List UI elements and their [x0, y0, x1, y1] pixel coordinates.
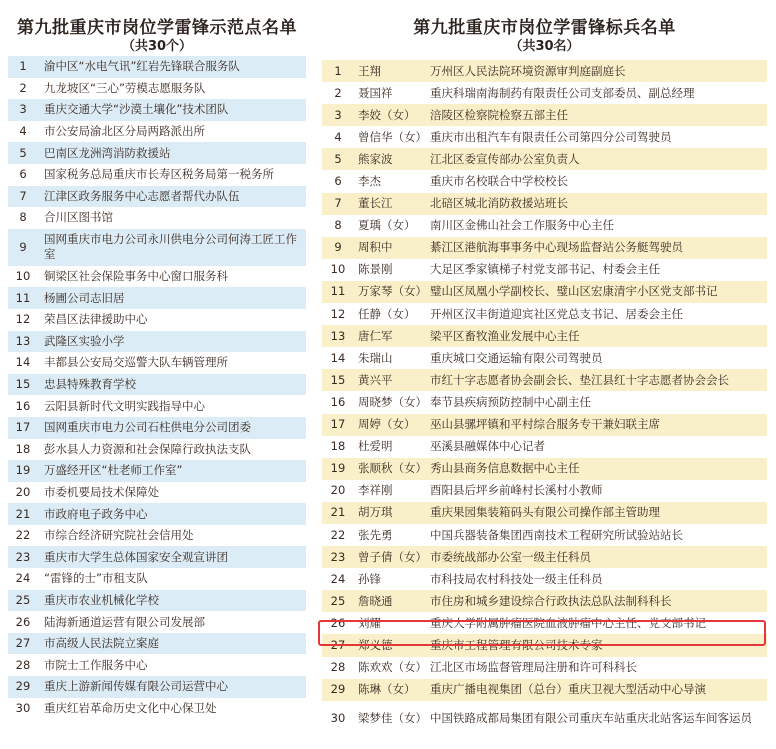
- list-item: [8, 568, 306, 590]
- left-heading: [8, 0, 306, 56]
- item-unit: 彭水县人力资源和社会保障行政执法支队: [44, 441, 251, 456]
- item-name: 孙锋: [358, 571, 381, 586]
- item-unit: 巴南区龙洲湾消防救援站: [44, 145, 171, 160]
- list-item: [322, 193, 767, 215]
- list-item: [8, 374, 306, 396]
- item-number: 2: [19, 80, 27, 95]
- item-number: 2: [334, 85, 342, 100]
- item-number: 3: [19, 102, 27, 117]
- list-item: [8, 121, 306, 143]
- item-unit: 江北区市场监督管理局注册和许可科科长: [430, 660, 637, 675]
- item-unit: 酉阳县后坪乡前峰村长溪村小教师: [430, 483, 603, 498]
- item-name: 黄兴平: [358, 372, 393, 387]
- item-name: 张顺秋（女）: [358, 461, 427, 476]
- item-number: 26: [330, 615, 346, 630]
- item-unit: 武隆区实验小学: [44, 333, 125, 348]
- item-unit: 重庆市名校联合中学校校长: [430, 174, 568, 189]
- item-number: 7: [334, 196, 342, 211]
- item-name: 唐仁军: [358, 328, 393, 343]
- list-item: [322, 60, 767, 82]
- item-unit: 市院士工作服务中心: [44, 657, 148, 672]
- item-number: 13: [15, 333, 31, 348]
- list-item: [322, 347, 767, 369]
- item-number: 22: [15, 528, 31, 543]
- item-unit: 万盛经开区“杜老师工作室”: [44, 463, 183, 478]
- item-number: 15: [330, 372, 346, 387]
- item-number: 4: [334, 129, 342, 144]
- item-name: 曾信华（女）: [358, 129, 427, 144]
- item-name: 李姣（女）: [358, 107, 416, 122]
- highlight-box: [318, 620, 766, 646]
- item-name: 任静（女）: [358, 306, 416, 321]
- list-item: [8, 611, 306, 633]
- item-number: 24: [15, 571, 31, 586]
- item-number: 1: [334, 63, 342, 78]
- list-item: [322, 303, 767, 325]
- item-unit: 市红十字志愿者协会副会长、垫江县红十字志愿者协会会长: [430, 372, 729, 387]
- list-item: [8, 229, 306, 266]
- item-unit: 重庆果园集装箱码头有限公司操作部主管助理: [430, 505, 660, 520]
- item-unit: 国网重庆市电力公司石柱供电分公司团委: [44, 420, 251, 435]
- item-number: 18: [15, 441, 31, 456]
- item-number: 4: [19, 124, 27, 139]
- item-name: 夏瑀（女）: [358, 218, 416, 233]
- list-item: [322, 414, 767, 436]
- list-item: [8, 546, 306, 568]
- item-unit: 市科技局农村科技处一级主任科员: [430, 571, 603, 586]
- item-unit: “雷锋的士”市租支队: [44, 571, 148, 586]
- list-item: [322, 325, 767, 347]
- item-name: 梁梦佳（女）: [358, 711, 427, 726]
- item-number: 13: [330, 328, 346, 343]
- item-unit: 市政府电子政务中心: [44, 506, 148, 521]
- item-name: 周积中: [358, 240, 393, 255]
- list-item: [322, 104, 767, 126]
- list-item: [8, 654, 306, 676]
- item-number: 21: [330, 505, 346, 520]
- list-item: [322, 369, 767, 391]
- item-number: 16: [330, 394, 346, 409]
- item-unit: 九龙坡区“三心”劳模志愿服务队: [44, 80, 206, 95]
- item-name: 詹晓通: [358, 593, 393, 608]
- item-name: 董长江: [358, 196, 393, 211]
- item-unit: 忠县特殊教育学校: [44, 377, 136, 392]
- item-number: 27: [15, 636, 31, 651]
- item-number: 9: [334, 240, 342, 255]
- item-name: 郑义德: [358, 637, 393, 652]
- item-unit: 市委机要局技术保障处: [44, 484, 159, 499]
- item-unit: 重庆市出租汽车有限责任公司第四分公司驾驶员: [430, 129, 672, 144]
- list-item: [322, 391, 767, 413]
- item-number: 29: [330, 682, 346, 697]
- list-item: [8, 395, 306, 417]
- item-number: 9: [19, 239, 27, 254]
- item-name: 熊家波: [358, 151, 393, 166]
- item-number: 12: [15, 312, 31, 327]
- list-item: [8, 331, 306, 353]
- item-number: 6: [19, 167, 27, 182]
- list-item: [322, 126, 767, 148]
- item-name: 张先勇: [358, 527, 393, 542]
- list-item: [8, 482, 306, 504]
- list-item: [322, 568, 767, 590]
- item-unit: 陆海新通道运营有限公司发展部: [44, 614, 205, 629]
- item-unit: 开州区汉丰街道迎宾社区党总支书记、居委会主任: [430, 306, 683, 321]
- item-number: 8: [334, 218, 342, 233]
- list-item: [8, 698, 306, 720]
- list-item: [8, 207, 306, 229]
- item-unit: 万州区人民法院环境资源审判庭副庭长: [430, 63, 626, 78]
- list-item: [8, 266, 306, 288]
- item-unit: 市公安局渝北区分局两路派出所: [44, 124, 205, 139]
- item-unit: 重庆大学附属肿瘤医院血液肿瘤中心主任、党支部书记: [430, 615, 706, 630]
- item-unit: 铜梁区社会保险事务中心窗口服务科: [44, 269, 228, 284]
- item-number: 16: [15, 398, 31, 413]
- list-item: [322, 546, 767, 568]
- item-number: 20: [15, 484, 31, 499]
- list-item: [322, 148, 767, 170]
- item-number: 15: [15, 377, 31, 392]
- list-item: [8, 460, 306, 482]
- item-unit: 中国铁路成都局集团有限公司重庆车站重庆北站客运车间客运员: [430, 711, 752, 726]
- item-name: 曾子倩（女）: [358, 549, 427, 564]
- right-title: 第九批重庆市岗位学雷锋标兵名单: [413, 18, 676, 38]
- list-item: [322, 215, 767, 237]
- item-unit: 大足区季家镇梯子村党支部书记、村委会主任: [430, 262, 660, 277]
- demonstration-sites-list: [8, 0, 306, 719]
- item-number: 20: [330, 483, 346, 498]
- item-unit: 重庆上游新闻传媒有限公司运营中心: [44, 679, 228, 694]
- list-item: [322, 281, 767, 303]
- item-unit: 秀山县商务信息数据中心主任: [430, 461, 580, 476]
- item-unit: 梁平区畜牧渔业发展中心主任: [430, 328, 580, 343]
- item-name: 聂国祥: [358, 85, 393, 100]
- item-number: 24: [330, 571, 346, 586]
- list-item: [322, 480, 767, 502]
- item-number: 23: [330, 549, 346, 564]
- item-unit: 重庆广播电视集团（总台）重庆卫视大型活动中心导演: [430, 682, 706, 697]
- item-unit: 重庆城口交通运输有限公司驾驶员: [430, 350, 603, 365]
- list-item: [8, 142, 306, 164]
- list-item: [8, 287, 306, 309]
- item-number: 10: [15, 269, 31, 284]
- item-unit: 綦江区港航海事事务中心现场监督站公务艇驾驶员: [430, 240, 683, 255]
- item-unit: 渝中区“水电气讯”红岩先锋联合服务队: [44, 59, 240, 74]
- list-item: [8, 99, 306, 121]
- item-number: 12: [330, 306, 346, 321]
- list-item: [322, 259, 767, 281]
- list-item: [8, 309, 306, 331]
- item-number: 8: [19, 210, 27, 225]
- list-item: [8, 503, 306, 525]
- item-unit: 杨圃公司志旧居: [44, 290, 125, 305]
- item-unit: 奉节县疾病预防控制中心副主任: [430, 394, 591, 409]
- list-item: [8, 633, 306, 655]
- item-number: 29: [15, 679, 31, 694]
- item-name: 陈欢欢（女）: [358, 660, 427, 675]
- item-unit: 重庆红岩革命历史文化中心保卫处: [44, 700, 217, 715]
- item-number: 14: [330, 350, 346, 365]
- item-number: 30: [15, 700, 31, 715]
- item-unit: 江津区政务服务中心志愿者帮代办队伍: [44, 188, 240, 203]
- item-number: 17: [330, 417, 346, 432]
- item-name: 万家琴（女）: [358, 284, 427, 299]
- item-unit: 重庆市工程管理有限公司技术专家: [430, 637, 603, 652]
- item-number: 7: [19, 188, 27, 203]
- list-item: [8, 352, 306, 374]
- list-item: [8, 417, 306, 439]
- item-unit: 重庆交通大学“沙漠土壤化”技术团队: [44, 102, 229, 117]
- item-name: 李杰: [358, 174, 381, 189]
- list-item: [8, 164, 306, 186]
- list-item: [322, 701, 767, 737]
- item-number: 14: [15, 355, 31, 370]
- item-unit: 璧山区凤凰小学副校长、璧山区宏康清宇小区党支部书记: [430, 284, 718, 299]
- item-number: 19: [15, 463, 31, 478]
- list-item: [8, 590, 306, 612]
- item-name: 陈琳（女）: [358, 682, 416, 697]
- left-title: 第九批重庆市岗位学雷锋示范点名单: [17, 18, 297, 38]
- list-item: [322, 436, 767, 458]
- item-number: 10: [330, 262, 346, 277]
- list-item: [322, 679, 767, 701]
- item-number: 21: [15, 506, 31, 521]
- list-item: [8, 56, 306, 78]
- item-unit: 国家税务总局重庆市长寿区税务局第一税务所: [44, 167, 274, 182]
- item-unit: 重庆市大学生总体国家安全观宣讲团: [44, 549, 228, 564]
- list-item: [8, 186, 306, 208]
- item-unit: 涪陵区检察院检察五部主任: [430, 107, 568, 122]
- list-item: [322, 524, 767, 546]
- item-unit: 市住房和城乡建设综合行政执法总队法制科科长: [430, 593, 672, 608]
- item-name: 周晓梦（女）: [358, 394, 427, 409]
- item-number: 23: [15, 549, 31, 564]
- item-unit: 重庆市农业机械化学校: [44, 592, 159, 607]
- item-unit: 市高级人民法院立案庭: [44, 636, 159, 651]
- item-unit: 南川区金佛山社会工作服务中心主任: [430, 218, 614, 233]
- item-number: 18: [330, 439, 346, 454]
- item-unit: 云阳县新时代文明实践指导中心: [44, 398, 205, 413]
- item-number: 27: [330, 637, 346, 652]
- item-unit: 丰都县公安局交巡警大队车辆管理所: [44, 355, 228, 370]
- list-item: [322, 82, 767, 104]
- item-number: 22: [330, 527, 346, 542]
- item-number: 28: [15, 657, 31, 672]
- item-unit: 合川区图书馆: [44, 210, 113, 225]
- item-number: 28: [330, 660, 346, 675]
- item-unit: 国网重庆市电力公司永川供电分公司何涛工匠工作室: [44, 232, 297, 262]
- item-number: 25: [15, 592, 31, 607]
- item-unit: 重庆科瑞南海制药有限责任公司支部委员、副总经理: [430, 85, 695, 100]
- item-number: 1: [19, 59, 27, 74]
- item-number: 19: [330, 461, 346, 476]
- item-unit: 市委统战部办公室一级主任科员: [430, 549, 591, 564]
- item-unit: 巫山县骡坪镇和平村综合服务专干兼妇联主席: [430, 417, 660, 432]
- item-unit: 巫溪县融媒体中心记者: [430, 439, 545, 454]
- left-subtitle: （共30个）: [121, 39, 193, 54]
- list-item: [8, 676, 306, 698]
- item-number: 26: [15, 614, 31, 629]
- list-item: [322, 458, 767, 480]
- item-number: 30: [330, 711, 346, 726]
- right-subtitle: （共30名）: [509, 39, 580, 54]
- item-number: 11: [15, 290, 31, 305]
- item-name: 杜爱明: [358, 439, 393, 454]
- item-unit: 北碚区城北消防救援站班长: [430, 196, 568, 211]
- item-name: 陈景刚: [358, 262, 393, 277]
- item-name: 胡万琪: [358, 505, 393, 520]
- item-number: 6: [334, 174, 342, 189]
- right-heading: [322, 0, 767, 60]
- item-number: 25: [330, 593, 346, 608]
- item-name: 刘耀: [358, 615, 381, 630]
- item-number: 5: [19, 145, 27, 160]
- list-item: [322, 590, 767, 612]
- list-item: [8, 439, 306, 461]
- item-number: 11: [330, 284, 346, 299]
- item-name: 周婷（女）: [358, 417, 416, 432]
- item-unit: 中国兵器装备集团西南技术工程研究所试验站站长: [430, 527, 683, 542]
- item-name: 李祥刚: [358, 483, 393, 498]
- item-unit: 荣昌区法律援助中心: [44, 312, 148, 327]
- list-item: [322, 237, 767, 259]
- list-item: [8, 525, 306, 547]
- list-item: [8, 78, 306, 100]
- item-number: 5: [334, 151, 342, 166]
- item-number: 3: [334, 107, 342, 122]
- list-item: [322, 657, 767, 679]
- list-item: [322, 502, 767, 524]
- list-item: [322, 170, 767, 192]
- item-name: 朱瑞山: [358, 350, 393, 365]
- item-number: 17: [15, 420, 31, 435]
- item-unit: 市综合经济研究院社会信用处: [44, 528, 194, 543]
- left-rows: [8, 56, 306, 719]
- item-unit: 江北区委宣传部办公室负责人: [430, 151, 580, 166]
- item-name: 王翔: [358, 63, 381, 78]
